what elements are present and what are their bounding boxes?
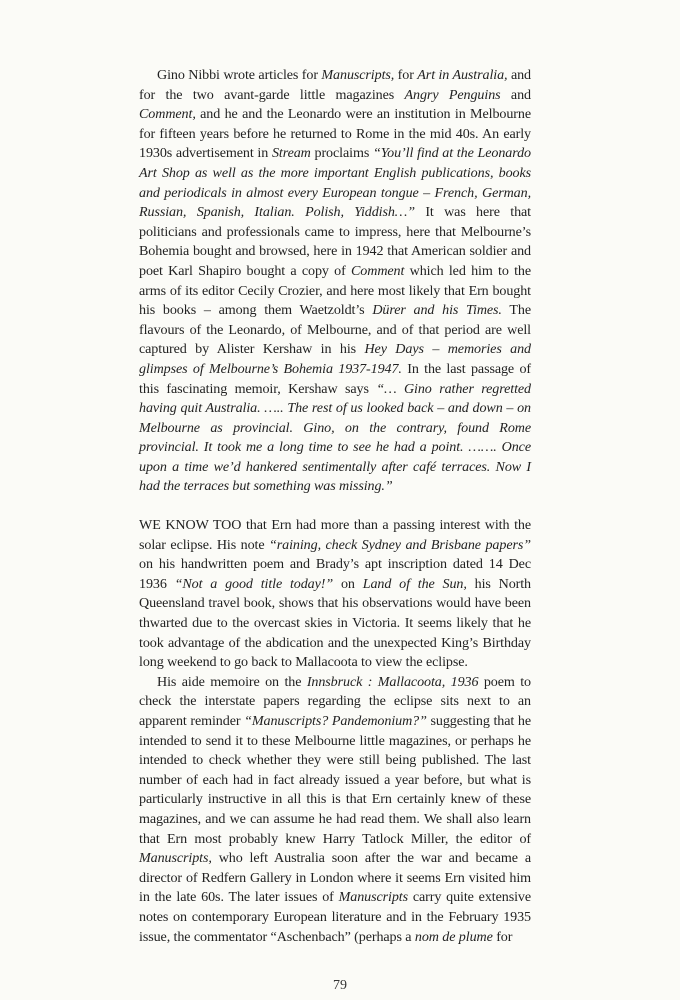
body-text: suggesting that he intended to send it to these Melbourne little magazines, or perhaps he intended to check whether they were still being published. The last number of each had in fact already issued a year before, but what is particularly instructive in all this is that Ern certainly knew of these magazines, and we can assume he had read them. We shall also learn that Ern most probably knew Harry Tatlock Miller, the editor of	[139, 713, 531, 847]
body-text: and for the two avant-garde little magazines	[139, 67, 531, 103]
italic-text: Hey Days – memories and glimpses of Melbourne’s Bohemia 1937-1947.	[139, 341, 531, 377]
body-text: It was here that politicians and professionals came to impress, here that Melbourne’s Bohemia bought and browsed, here in 1942 that American soldier and poet Karl Shapiro bought a copy of	[139, 204, 531, 279]
body-text: on his handwritten poem and Brady’s apt inscription dated 14 Dec 1936	[139, 556, 531, 592]
italic-text: Manuscripts,	[139, 850, 212, 867]
italic-text: Art in Australia,	[417, 67, 508, 83]
body-text: for	[394, 67, 418, 83]
italic-text: Stream	[271, 145, 311, 162]
italic-text: Land of the Sun,	[362, 575, 467, 592]
paragraph	[139, 673, 531, 947]
italic-text: Manuscripts	[338, 889, 408, 906]
body-text: his North Queensland travel book, shows that his observations would have been thwarted due to the overcast skies in Victoria. It seems likely that he took advantage of the abdication and the unexpected King’s Birthday long weekend to go back to Mallacoota to view the eclipse.	[139, 575, 531, 671]
italic-text: Comment,	[139, 106, 196, 123]
italic-text: Dürer and his Times.	[372, 302, 502, 319]
italic-text: “… Gino rather regretted having quit Australia. ….. The rest of us looked back – and down – on Melbourne as provincial. Gino, on the contrary, found Rome provincial. It took me a long time to see he had a point. ……. Once upon a time we’d hankered sentimentally after café terraces. Now I had the terraces but something was missing.”	[139, 380, 531, 495]
italic-text: Angry Penguins	[404, 86, 501, 103]
body-text: WE KNOW TOO that Ern had more than a passing interest with the solar eclipse. His note	[139, 517, 531, 553]
body-text: The flavours of the Leonardo, of Melbourne, and of that period are well captured by Alister Kershaw in his	[139, 302, 531, 358]
italic-text: “Not a good title today!”	[174, 575, 334, 592]
body-text: His aide memoire on the	[157, 673, 307, 690]
italic-text: nom de plume	[414, 928, 493, 945]
italic-text: Comment	[351, 262, 405, 279]
italic-text: “Manuscripts? Pandemonium?”	[244, 713, 427, 729]
italic-text: Manuscripts,	[321, 67, 395, 83]
body-text: poem to check the interstate papers regarding the eclipse sits next to an apparent reminder	[139, 673, 531, 729]
body-text: who left Australia soon after the war and became a director of Redfern Gallery in London where it seems Ern visited him in the late 60s. The later issues of	[139, 850, 531, 906]
page-number: 79	[333, 978, 347, 993]
page-body-text	[139, 66, 531, 947]
body-text: and	[500, 86, 531, 103]
body-text: on	[333, 575, 363, 592]
italic-text: “You’ll find at the Leonardo Art Shop as well as the more important English publications, books and periodicals in almost every European tongue – French, German, Russian, Spanish, Italian. Polish, Yiddish…”	[139, 145, 531, 221]
body-text: In the last passage of this fascinating memoir, Kershaw says	[139, 360, 531, 397]
body-text: and he and the Leonardo were an institution in Melbourne for fifteen years before he returned to Rome in the mid 40s. An early 1930s advertisement in	[139, 106, 531, 162]
paragraph	[139, 66, 531, 497]
body-text: proclaims	[310, 145, 373, 162]
italic-text: Innsbruck : Mallacoota, 1936	[306, 673, 479, 690]
body-text: for	[492, 928, 513, 945]
body-text: Gino Nibbi wrote articles for	[157, 67, 322, 83]
italic-text: “raining, check Sydney and Brisbane papers”	[269, 536, 531, 553]
paragraph	[139, 516, 531, 673]
body-text: carry quite extensive notes on contemporary European literature and in the February 1935 issue, the commentator “Aschenbach” (perhaps a	[139, 889, 531, 945]
body-text: which led him to the arms of its editor Cecily Crozier, and here most likely that Ern bought his books – among them Waetzoldt’s	[139, 262, 531, 319]
